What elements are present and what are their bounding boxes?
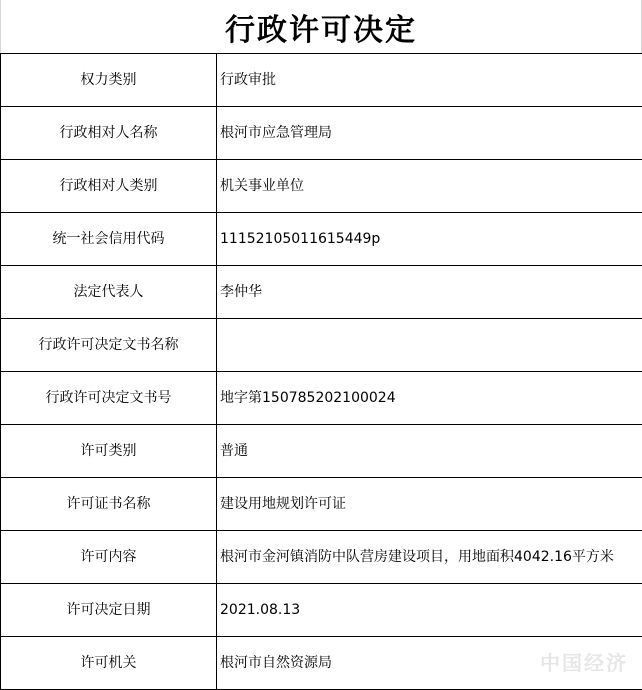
table-row: [1, 319, 642, 372]
row-label-license-category: 许可类别: [1, 425, 217, 478]
row-value-power-category: 行政审批: [217, 54, 642, 107]
table-row: [1, 478, 642, 531]
row-value-license-category: 普通: [217, 425, 642, 478]
document-title: 行政许可决定: [0, 0, 642, 53]
table-row: [1, 54, 642, 107]
row-label-license-content: 许可内容: [1, 531, 217, 584]
row-label-document-number: 行政许可决定文书号: [1, 372, 217, 425]
row-value-license-content: 根河市金河镇消防中队营房建设项目，用地面积4042.16平方米: [217, 531, 642, 584]
row-value-licensing-authority: 根河市自然资源局: [217, 637, 642, 690]
row-label-counterparty-type: 行政相对人类别: [1, 160, 217, 213]
table-row: [1, 160, 642, 213]
row-label-certificate-name: 许可证书名称: [1, 478, 217, 531]
row-value-legal-representative: 李仲华: [217, 266, 642, 319]
decision-table: [0, 53, 642, 690]
row-value-document-number: 地字第150785202100024: [217, 372, 642, 425]
table-row: [1, 584, 642, 637]
table-row: [1, 372, 642, 425]
row-label-licensing-authority: 许可机关: [1, 637, 217, 690]
watermark-logo: 中国经济: [540, 651, 628, 675]
row-label-counterparty-name: 行政相对人名称: [1, 107, 217, 160]
row-label-document-name: 行政许可决定文书名称: [1, 319, 217, 372]
table-row: [1, 266, 642, 319]
row-label-credit-code: 统一社会信用代码: [1, 213, 217, 266]
row-value-decision-date: 2021.08.13: [217, 584, 642, 637]
row-label-power-category: 权力类别: [1, 54, 217, 107]
row-value-document-name: [217, 319, 642, 372]
row-label-decision-date: 许可决定日期: [1, 584, 217, 637]
table-row: [1, 531, 642, 584]
table-row: [1, 213, 642, 266]
row-value-counterparty-type: 机关事业单位: [217, 160, 642, 213]
table-row: [1, 425, 642, 478]
row-value-certificate-name: 建设用地规划许可证: [217, 478, 642, 531]
row-label-legal-representative: 法定代表人: [1, 266, 217, 319]
row-value-counterparty-name: 根河市应急管理局: [217, 107, 642, 160]
table-row: [1, 107, 642, 160]
row-value-credit-code: 11152105011615449p: [217, 213, 642, 266]
